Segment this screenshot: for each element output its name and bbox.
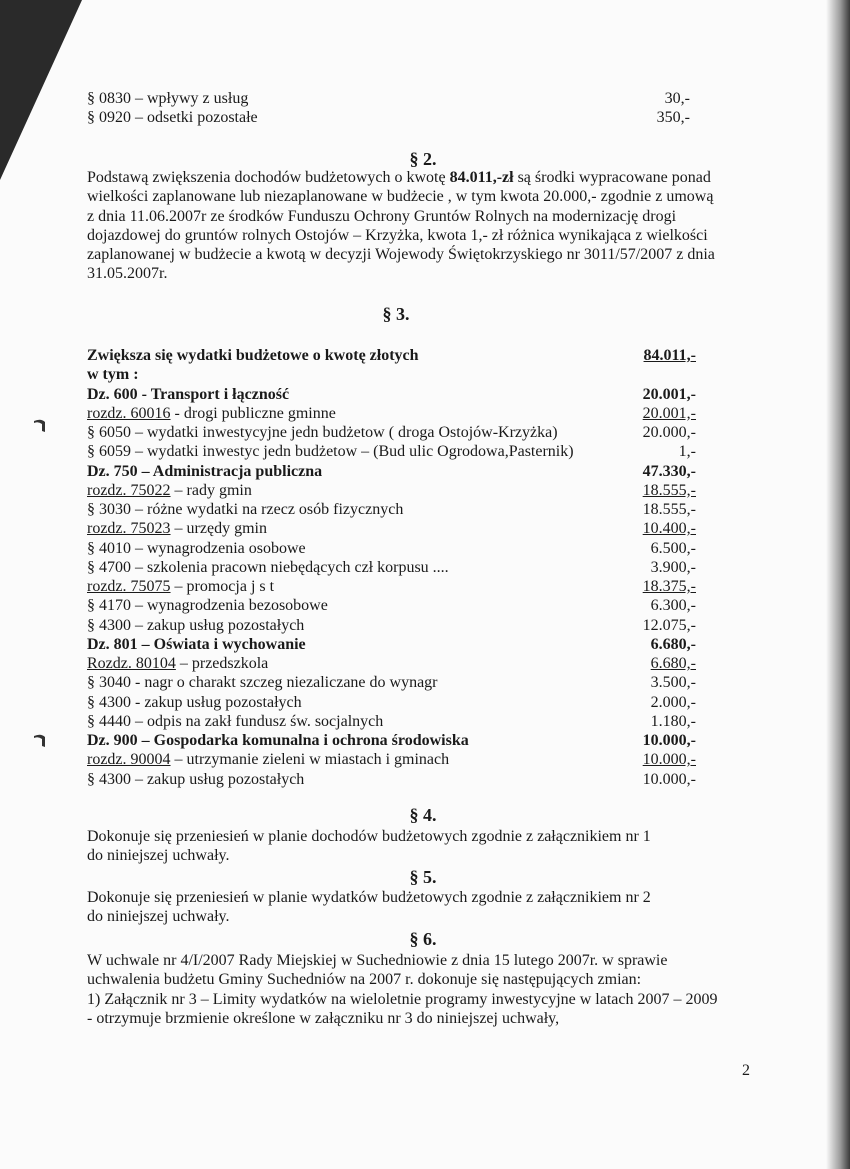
amount-value: 10.000,-	[642, 770, 696, 788]
expense-row-label: w tym :	[87, 366, 139, 384]
expense-row-label	[87, 404, 336, 423]
expense-row-label: Dz. 801 – Oświata i wychowanie	[87, 635, 306, 653]
expense-row-amount	[560, 558, 696, 577]
text-line: 31.05.2007r.	[87, 265, 168, 283]
expense-row-label: § 4300 – zakup usług pozostałych	[87, 616, 305, 634]
expense-row-amount	[560, 596, 696, 615]
section-heading: § 2.	[409, 149, 437, 169]
amount-value: 10.000,-	[642, 751, 696, 769]
expense-row-amount	[560, 539, 696, 558]
expense-row-label: Dz. 750 – Administracja publiczna	[87, 462, 323, 480]
top-item-label: § 0830 – wpływy z usług	[87, 90, 249, 107]
chapter-name: promocja j s t	[186, 578, 275, 595]
section-4-text	[87, 827, 651, 866]
chapter-code: rozdz. 60016	[87, 404, 171, 422]
text-line: - otrzymuje brzmienie określone w załączniku nr 3 do niniejszej uchwały,	[87, 1009, 560, 1027]
expense-row-label: Dz. 600 - Transport i łączność	[87, 385, 290, 403]
text-line: do niniejszej uchwały.	[87, 908, 230, 926]
text-line: zaplanowanej w budżecie a kwotą w decyzji Wojewody Świętokrzyskiego nr 3011/57/2007 z dnia	[87, 246, 715, 264]
expense-row-label: § 3030 – różne wydatki na rzecz osób fizycznych	[87, 501, 404, 518]
expense-row-amount	[560, 346, 696, 365]
expense-row-amount	[560, 481, 696, 500]
separator: –	[175, 655, 192, 672]
amount-value: 18.375,-	[642, 578, 696, 595]
expense-row-amount	[560, 519, 696, 538]
section-heading: § 5.	[409, 867, 437, 887]
text-line: z dnia 11.06.2007r ze środków Funduszu Ochrony Gruntów Rolnych na modernizację drogi	[87, 207, 677, 225]
expense-row-amount	[560, 635, 696, 654]
separator: -	[170, 404, 184, 422]
expense-row-label: § 4440 – odpis na zakł fundusz św. socjalnych	[87, 712, 384, 730]
expense-row-label	[87, 750, 449, 769]
expense-row-amount	[560, 712, 696, 731]
chapter-name: urzędy gmin	[186, 520, 267, 538]
expense-row-amount	[560, 673, 696, 692]
amount-value: 12.075,-	[642, 616, 696, 634]
text-line: 1) Załącznik nr 3 – Limity wydatków na wieloletnie programy inwestycyjne w latach 2007 – 2009	[87, 990, 718, 1008]
section-heading: § 4.	[409, 805, 437, 825]
expense-row-amount	[560, 693, 696, 712]
expense-row-amount	[560, 616, 696, 635]
chapter-code: Rozdz. 80104	[87, 655, 176, 672]
top-item-label: § 0920 – odsetki pozostałe	[87, 109, 258, 126]
text-line: W uchwale nr 4/I/2007 Rady Miejskiej w Suchedniowie z dnia 15 lutego 2007r. w sprawie	[87, 952, 668, 969]
top-item-amount: 30,-	[664, 90, 690, 107]
amount-value: 18.555,-	[642, 501, 696, 518]
amount-value: 20.000,-	[642, 424, 696, 441]
expense-row-label: § 4010 – wynagrodzenia osobowe	[87, 539, 306, 557]
amount-value: 2.000,-	[650, 693, 696, 711]
section-6-text	[87, 951, 718, 1028]
expense-row-amount	[560, 423, 696, 442]
separator: –	[170, 481, 187, 499]
expense-row-label: § 4300 - zakup usług pozostałych	[87, 693, 302, 711]
amount-value: 20.001,-	[642, 404, 696, 422]
separator: –	[170, 578, 187, 595]
amount-value: 18.555,-	[642, 481, 696, 499]
page-number: 2	[742, 1062, 750, 1079]
chapter-code: rozdz. 75075	[87, 578, 171, 595]
amount-value: 3.900,-	[650, 558, 696, 576]
chapter-code: rozdz. 90004	[87, 751, 171, 769]
expense-row-label: § 3040 - nagr o charakt szczeg niezaliczane do wynagr	[87, 674, 438, 692]
amount-value: 6.680,-	[650, 635, 696, 653]
chapter-code: rozdz. 75022	[87, 481, 171, 499]
text-line: Dokonuje się przeniesień w planie dochodów budżetowych zgodnie z załącznikiem nr 1	[87, 828, 651, 845]
amount-value: 84.011,-	[643, 347, 696, 364]
amount-value: 1,-	[678, 443, 696, 461]
expense-row-amount	[560, 770, 696, 789]
amount-value: 3.500,-	[650, 674, 696, 692]
chapter-name: rady gmin	[186, 481, 252, 499]
expense-row-label	[87, 654, 268, 673]
chapter-name: utrzymanie zieleni w miastach i gminach	[186, 751, 450, 769]
expense-row-amount	[560, 731, 696, 750]
expense-row-amount	[560, 462, 696, 481]
text-line: uchwalenia budżetu Gminy Suchedniów na 2007 r. dokonuje się następujących zmian:	[87, 971, 642, 989]
expense-row-amount	[560, 654, 696, 673]
expense-row-label: § 4700 – szkolenia pracown niebędących czł korpusu ....	[87, 558, 449, 576]
expense-row-amount	[560, 404, 696, 423]
expense-row-label: Zwiększa się wydatki budżetowe o kwotę złotych	[87, 347, 419, 364]
separator: –	[170, 520, 187, 538]
amount-value: 1.180,-	[650, 712, 696, 730]
text-line: do niniejszej uchwały.	[87, 847, 230, 865]
section-2-text	[87, 168, 715, 284]
chapter-name: drogi publiczne gminne	[183, 404, 336, 422]
expense-row-label: § 4170 – wynagrodzenia bezosobowe	[87, 597, 328, 615]
section-5-text	[87, 888, 651, 927]
amount-value: 6.680,-	[650, 655, 696, 672]
section-heading: § 6.	[409, 929, 437, 949]
section-heading: § 3.	[382, 304, 410, 324]
text-line: wielkości zaplanowane lub niezaplanowane w budżecie , w tym kwota 20.000,- zgodnie z umową	[87, 188, 714, 206]
expense-row-label	[87, 481, 252, 500]
expense-row-amount	[560, 385, 696, 404]
expense-row-label: § 4300 – zakup usług pozostałych	[87, 770, 305, 788]
chapter-code: rozdz. 75023	[87, 520, 171, 538]
text-line: Dokonuje się przeniesień w planie wydatków budżetowych zgodnie z załącznikiem nr 2	[87, 889, 651, 906]
expense-row-label	[87, 577, 274, 596]
separator: –	[170, 751, 187, 769]
expense-row-label: Dz. 900 – Gospodarka komunalna i ochrona środowiska	[87, 732, 469, 749]
text-line: Podstawą zwiększenia dochodów budżetowych o kwotę 84.011,-zł są środki wypracowane ponad	[87, 169, 711, 186]
amount-value: 47.330,-	[642, 462, 696, 480]
chapter-name: przedszkola	[191, 655, 269, 672]
amount-value: 20.001,-	[642, 385, 696, 403]
expense-row-amount	[560, 442, 696, 461]
expense-row-label	[87, 519, 267, 538]
expense-row-amount	[560, 500, 696, 519]
text-line: dojazdowej do gruntów rolnych Ostojów – Krzyżka, kwota 1,- zł różnica wynikająca z wielkości	[87, 226, 708, 244]
amount-value: 10.000,-	[642, 732, 696, 749]
amount-value: 6.500,-	[650, 539, 696, 557]
amount-value: 6.300,-	[650, 597, 696, 615]
expense-row-amount	[560, 577, 696, 596]
expense-row-label: § 6059 – wydatki inwestyc jedn budżetow – (Bud ulic Ogrodowa,Pasternik)	[87, 443, 574, 461]
amount-value: 10.400,-	[642, 520, 696, 538]
expense-row-label: § 6050 – wydatki inwestycyjne jedn budżetow ( droga Ostojów-Krzyżka)	[87, 424, 558, 441]
expense-row-amount	[560, 750, 696, 769]
top-item-amount: 350,-	[656, 109, 690, 126]
